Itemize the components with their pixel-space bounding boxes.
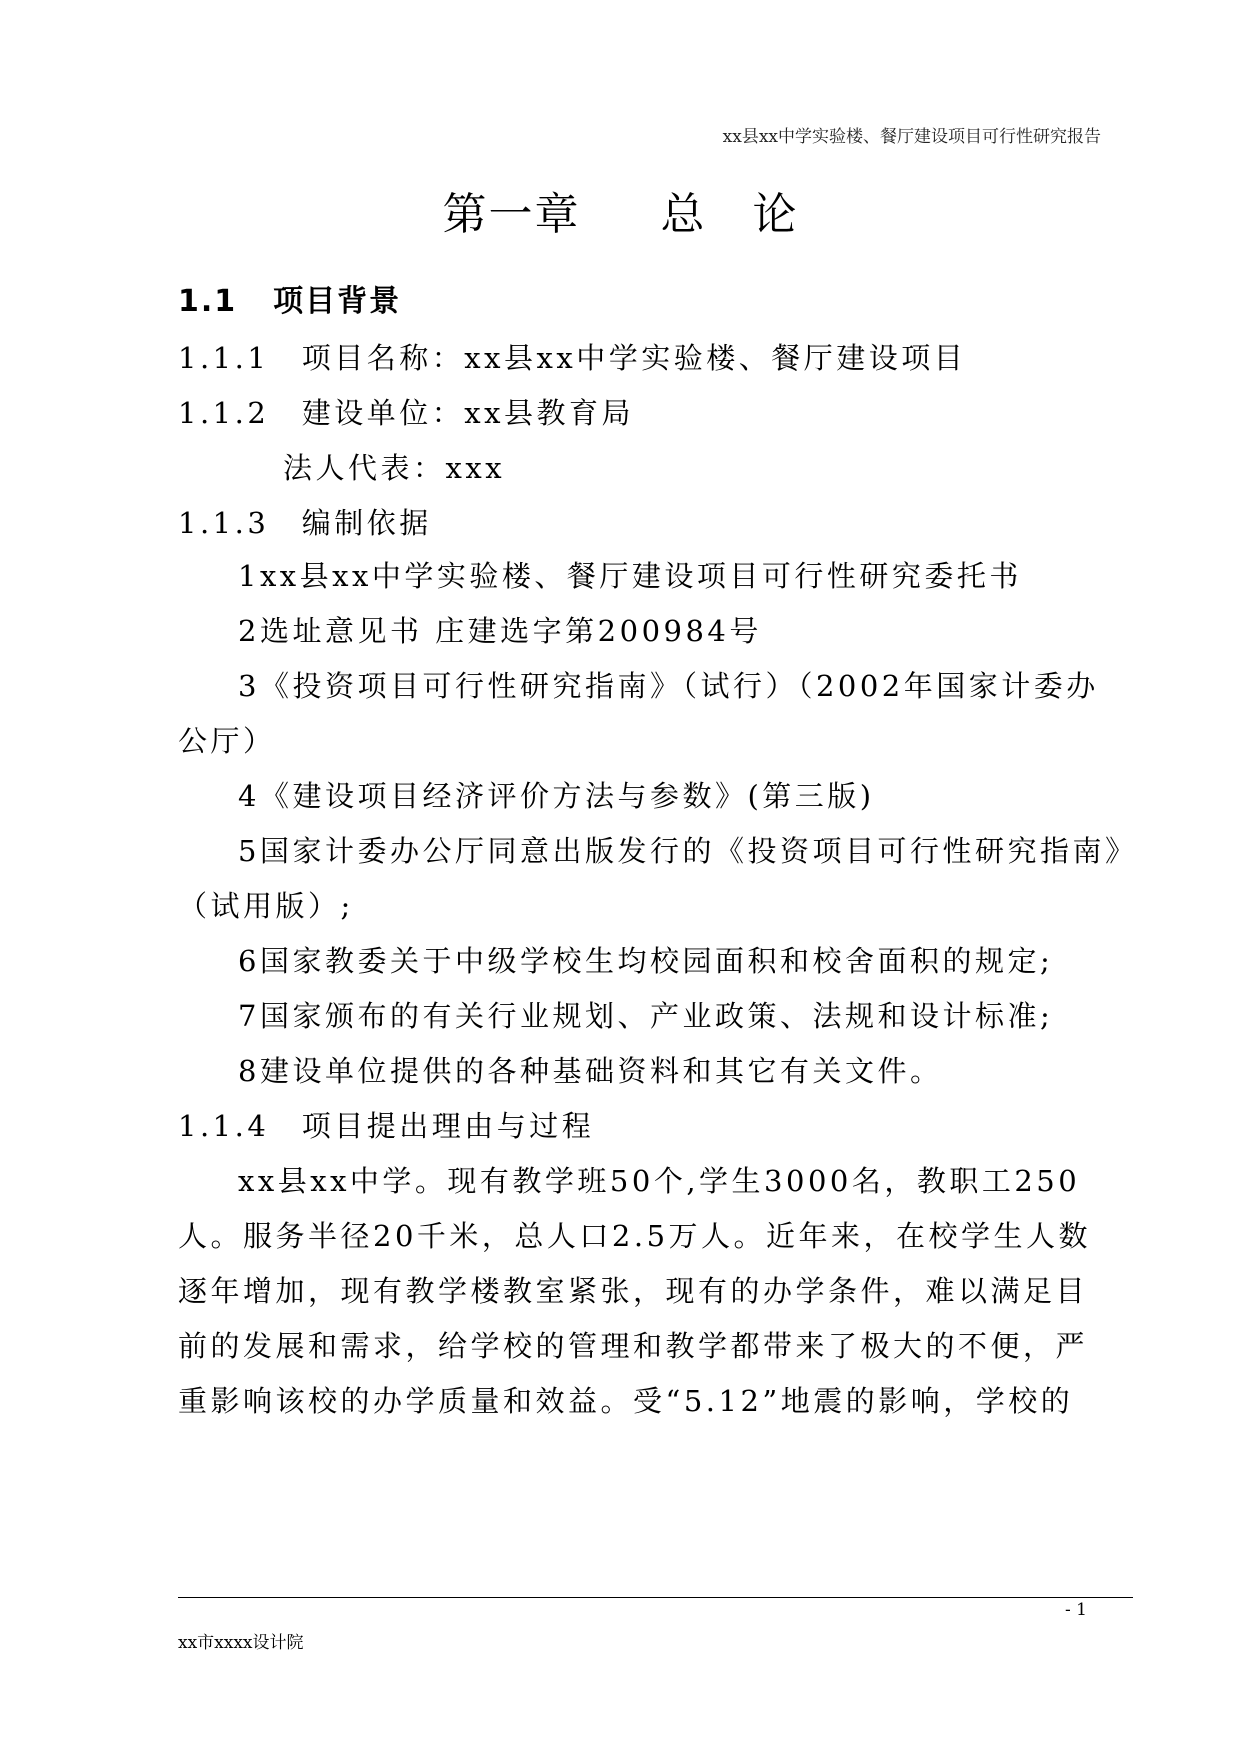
basis-item-7: 7国家颁布的有关行业规划、产业政策、法规和设计标准; [238,999,1054,1033]
item-builder: 1.1.2 建设单位：xx县教育局 [178,396,634,430]
basis-item-1: 1xx县xx中学实验楼、餐厅建设项目可行性研究委托书 [238,559,1022,593]
reason-paragraph-line-3: 逐年增加，现有教学楼教室紧张，现有的办学条件，难以满足目 [178,1274,1089,1308]
chapter-title [0,178,1241,242]
basis-item-2: 2选址意见书 庄建选字第200984号 [238,614,762,648]
basis-item-4: 4《建设项目经济评价方法与参数》(第三版) [238,779,875,813]
item-basis-heading: 1.1.3 编制依据 [178,506,432,540]
footer-organization: xx市xxxx设计院 [178,1633,304,1653]
basis-item-3-cont: 公厅） [178,724,276,758]
section-number: 1.1 [178,284,238,319]
chapter-number: 第一章 [442,189,581,240]
reason-paragraph-line-4: 前的发展和需求，给学校的管理和教学都带来了极大的不便，严 [178,1329,1089,1363]
running-header: xx县xx中学实验楼、餐厅建设项目可行性研究报告 [722,127,1101,147]
reason-paragraph-line-1: xx县xx中学。现有教学班50个,学生3000名，教职工250 [238,1164,1081,1198]
footer-divider [178,1597,1133,1598]
section-title: 项目背景 [273,284,402,319]
item-legal-rep: 法人代表：xxx [283,451,506,485]
basis-item-8: 8建设单位提供的各种基础资料和其它有关文件。 [238,1054,943,1088]
page-number: - 1 [1065,1600,1087,1620]
reason-paragraph-line-2: 人。服务半径20千米，总人口2.5万人。近年来，在校学生人数 [178,1219,1092,1253]
basis-item-6: 6国家教委关于中级学校生均校园面积和校舍面积的规定; [238,944,1054,978]
basis-item-3: 3《投资项目可行性研究指南》（试行）（2002年国家计委办 [238,669,1099,703]
reason-paragraph-line-5: 重影响该校的办学质量和效益。受“5.12”地震的影响，学校的 [178,1384,1074,1418]
item-reason-heading: 1.1.4 项目提出理由与过程 [178,1109,595,1143]
basis-item-5-cont: （试用版）; [178,889,354,923]
section-heading [178,282,401,322]
item-project-name: 1.1.1 项目名称：xx县xx中学实验楼、餐厅建设项目 [178,341,967,375]
basis-item-5: 5国家计委办公厅同意出版发行的《投资项目可行性研究指南》 [238,834,1138,868]
chapter-name: 总 论 [660,189,799,240]
